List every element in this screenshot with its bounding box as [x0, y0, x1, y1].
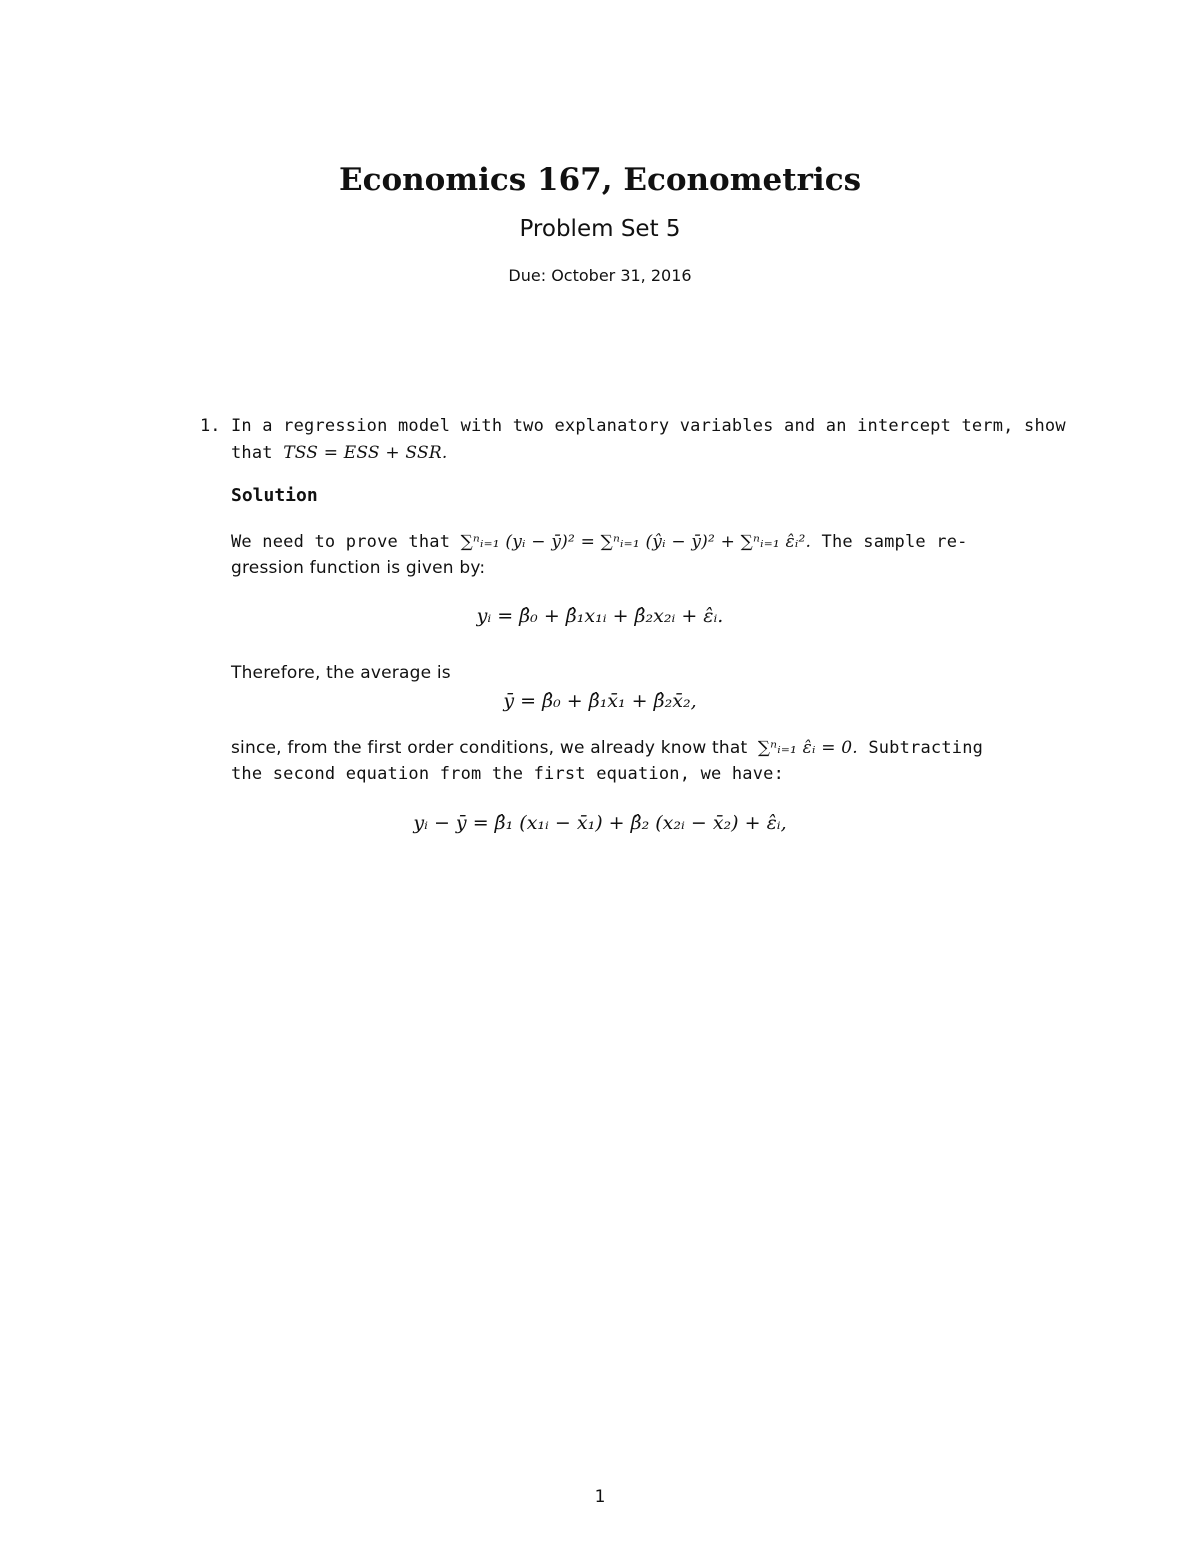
- solution-paragraph-2: Therefore, the average is: [231, 663, 451, 683]
- equation-average: ȳ = β̂₀ + β̂₁x̄₁ + β̂₂x̄₂,: [503, 690, 697, 712]
- due-date: Due: October 31, 2016: [508, 266, 692, 285]
- solution-paragraph-3-line-2: the second equation from the first equation, we have:: [231, 764, 785, 784]
- solution-p1-end: The sample re-: [821, 532, 968, 552]
- solution-p3-end: Subtracting: [868, 738, 984, 758]
- document-title: Economics 167, Econometrics: [338, 162, 862, 198]
- solution-p3-math: ∑ⁿᵢ₌₁ ε̂ᵢ = 0.: [757, 738, 858, 758]
- solution-p1-start: We need to prove that: [231, 532, 451, 552]
- problem-math-identity: TSS = ESS + SSR.: [283, 443, 448, 463]
- equation-regression-function: yᵢ = β̂₀ + β̂₁x₁ᵢ + β̂₂x₂ᵢ + ε̂ᵢ.: [476, 605, 724, 627]
- equation-deviation-form: yᵢ − ȳ = β̂₁ (x₁ᵢ − x̄₁) + β̂₂ (x₂ᵢ − x̄₂) + ε̂ᵢ,: [413, 812, 787, 834]
- problem-text-line-2: [231, 443, 447, 463]
- problem-number: 1.: [200, 416, 221, 436]
- problem-text-line-1: In a regression model with two explanatory variables and an intercept term, show: [231, 416, 1066, 436]
- solution-paragraph-1-line-2: gression function is given by:: [231, 558, 486, 578]
- solution-p3-start: since, from the first order conditions, we already know that: [231, 738, 748, 758]
- page-number: 1: [594, 1487, 606, 1507]
- document-subtitle: Problem Set 5: [519, 216, 681, 242]
- problem-text-prefix: that: [231, 443, 273, 463]
- solution-paragraph-3: [231, 738, 983, 758]
- solution-p1-math: ∑ⁿᵢ₌₁ (yᵢ − ȳ)² = ∑ⁿᵢ₌₁ (ŷᵢ − ȳ)² + ∑ⁿᵢ₌₁ ε̂ᵢ².: [460, 532, 812, 552]
- solution-heading: Solution: [231, 485, 318, 506]
- solution-paragraph-1: [231, 532, 968, 552]
